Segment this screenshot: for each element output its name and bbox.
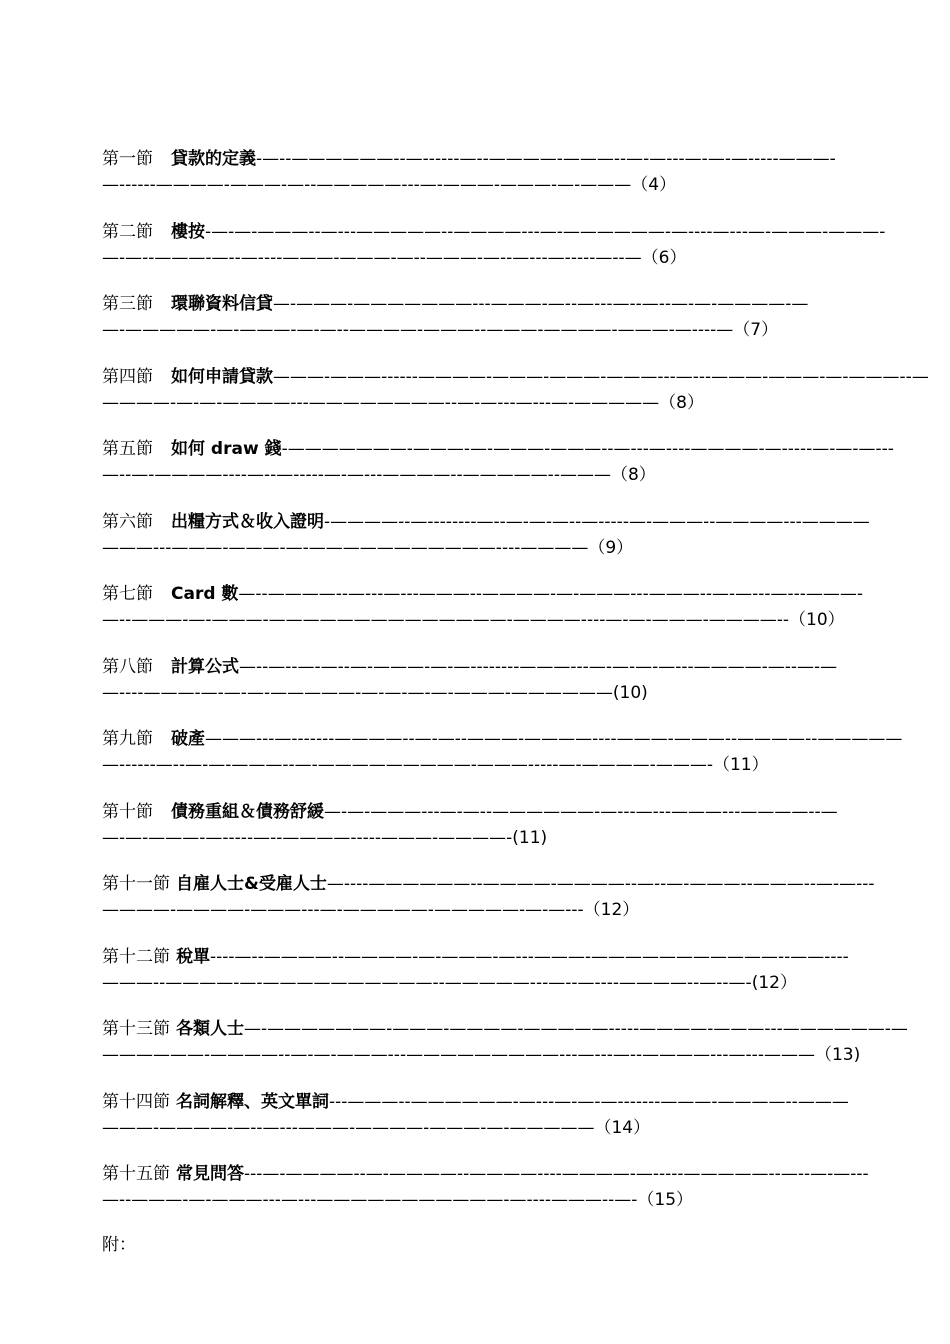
section-title: 貸款的定義 — [171, 149, 256, 169]
dot-leader-continued: ——————-————--—-—-———---—————————---—---—--————---—---——— — [102, 1045, 815, 1065]
dot-leader: —--————--—---—---———--————-—-———---———--—-—---—---———- — [238, 584, 864, 604]
toc-entry-line-2 — [102, 607, 862, 633]
section-label: 第九節 — [102, 729, 153, 749]
dot-leader-continued: ———---———-———-—-———————————----———— — [102, 537, 589, 558]
page-number: （8） — [610, 465, 656, 485]
toc-entry-13[interactable] — [102, 1016, 908, 1089]
toc-entry-line-2 — [102, 390, 862, 416]
page-number: （15） — [637, 1190, 694, 1210]
toc-entry-line-1 — [102, 219, 886, 245]
section-title: 如何 draw 錢 — [171, 439, 282, 459]
toc-entry-line-2 — [102, 897, 862, 923]
dot-leader-continued: —-—--———-—--—----———-———-—--———-—--—---—-----—--— — [102, 247, 642, 268]
dot-leader: —-———————-———-————-—————-----————-———---——————-— — [244, 1019, 908, 1039]
section-label: 第七節 — [102, 584, 153, 604]
toc-entry-line-2 — [102, 172, 862, 198]
toc-entry-11[interactable] — [102, 871, 875, 944]
dot-leader-continued: —-—-———-—-----—--————-----———-————- — [102, 827, 513, 848]
dot-leader: -———————-———-—-———-———--—---—----————-—-----—-—-—--- — [281, 439, 894, 459]
section-label: 第五節 — [102, 439, 153, 459]
page-number: （8） — [659, 392, 704, 413]
toc-entry-line-1 — [102, 1016, 908, 1042]
toc-entry-line-2 — [102, 752, 862, 778]
toc-entry-line-2 — [102, 825, 862, 851]
toc-entry-5[interactable] — [102, 436, 894, 509]
dot-leader-continued: —--—-————----—--—-----—-—---————--—————--——— — [102, 465, 611, 485]
toc-entry-line-1 — [102, 799, 862, 825]
toc-entry-2[interactable] — [102, 219, 886, 292]
toc-entry-10[interactable] — [102, 799, 862, 872]
toc-entry-line-1 — [102, 726, 903, 752]
toc-entry-8[interactable] — [102, 654, 862, 727]
section-label: 第十二節 — [102, 946, 170, 967]
section-title: 樓按 — [171, 221, 205, 242]
dot-leader: ---—-————--—-————--————----————-—-----—————--—--—-—--- — [244, 1164, 869, 1184]
toc-entry-line-1 — [102, 1089, 862, 1115]
toc-entry-7[interactable] — [102, 581, 862, 654]
dot-leader-continued: ———-————-—--—---———-————-———-—-————— — [102, 1117, 595, 1138]
section-title: 環聯資料信貸 — [171, 294, 273, 314]
section-label: 第十一節 — [102, 874, 170, 894]
section-label: 第八節 — [102, 656, 153, 677]
toc-entry-line-1 — [102, 944, 862, 970]
toc-entry-line-1 — [102, 1161, 869, 1187]
section-label: 第六節 — [102, 511, 153, 532]
section-title: 計算公式 — [171, 656, 239, 677]
page-number: (10) — [612, 682, 648, 703]
toc-entry-line-1 — [102, 146, 862, 172]
toc-entry-14[interactable] — [102, 1089, 862, 1162]
toc-entry-line-2 — [102, 317, 862, 343]
dot-leader: -—-—-———--—---—————--————---—-——————-—----—---—-———-———- — [205, 221, 886, 242]
section-label: 第十三節 — [102, 1019, 170, 1039]
section-label: 第十節 — [102, 801, 153, 822]
dot-leader-continued: ————-—-—-————---————————--—-—---—---—-————— — [102, 392, 660, 413]
toc-entry-3[interactable] — [102, 291, 862, 364]
page-number: （13) — [814, 1045, 861, 1065]
toc-entry-line-2 — [102, 1187, 862, 1213]
page-number: （10） — [789, 610, 845, 630]
toc-entry-line-1 — [102, 871, 875, 897]
toc-entry-1[interactable] — [102, 146, 862, 219]
dot-leader: —----——————--————-————--—--—-———--———--—-—--- — [326, 874, 875, 894]
toc-entry-line-2 — [102, 535, 862, 561]
toc-entry-4[interactable] — [102, 364, 929, 437]
page-number: （12） — [583, 900, 640, 920]
section-title: 常見問答 — [176, 1164, 244, 1184]
section-label: 第二節 — [102, 221, 153, 242]
section-title: Card 數 — [171, 584, 239, 604]
dot-leader-continued: —------—--—-—-———--—-—————————-———-----—-————-———- — [102, 755, 713, 775]
dot-leader-continued: ————-————-———---—-—————-—————-—-—--- — [102, 900, 584, 920]
toc-entry-6[interactable] — [102, 509, 870, 582]
section-label: 第十五節 — [102, 1164, 170, 1184]
page-number: （6） — [641, 247, 687, 268]
dot-leader-continued: —-—————-—-———-—-—--————-———--———-————-———-—----— — [102, 320, 734, 340]
section-title: 破產 — [171, 729, 205, 749]
toc-entry-9[interactable] — [102, 726, 903, 799]
section-title: 名詞解釋、英文單詞 — [176, 1091, 329, 1112]
dot-leader: —--—--—-—--—-———-—-—--------———---—-—-—-—---————-—--—-— — [239, 656, 838, 677]
dot-leader: —-———-———————---———-—--—---—--—--—-—-————-— — [273, 294, 809, 314]
page-number: （11） — [712, 755, 769, 775]
table-of-contents — [102, 146, 929, 1234]
section-title: 債務重組＆債務舒緩 — [171, 801, 324, 822]
section-title: 稅單 — [176, 946, 210, 967]
section-title: 如何申請貸款 — [171, 366, 273, 387]
toc-entry-line-1 — [102, 364, 929, 390]
page-number: （14） — [594, 1117, 651, 1138]
dot-leader: ———-———------————-———-———-———---—---———-———-—-———--— — [273, 366, 929, 387]
section-title: 各類人士 — [176, 1019, 244, 1039]
page-number: (11) — [512, 827, 548, 848]
toc-entry-line-1 — [102, 654, 862, 680]
dot-leader: -—--——————--—------—--————-———--—-—---—-—-—-----———- — [256, 149, 836, 169]
page-number: （7） — [733, 320, 779, 340]
toc-entry-line-2 — [102, 1042, 862, 1068]
toc-entry-line-2 — [102, 462, 862, 488]
toc-entry-line-2 — [102, 970, 862, 996]
dot-leader-continued: —--———-—-———---—---———————————-—----———--—- — [102, 1190, 638, 1210]
page-number: (12） — [751, 972, 797, 993]
toc-entry-line-1 — [102, 581, 862, 607]
toc-entry-line-2 — [102, 680, 862, 706]
toc-entry-line-2 — [102, 1115, 862, 1141]
toc-entry-15[interactable] — [102, 1161, 869, 1234]
dot-leader-continued: —--———-—-———-——————————————-————----—-—-———-————-- — [102, 610, 790, 630]
toc-entry-line-1 — [102, 436, 894, 462]
section-label: 第一節 — [102, 149, 153, 169]
dot-leader: ----—--————--————-—-———-—---———-———————————--——---- — [210, 946, 849, 967]
dot-leader: ———---—-------————--—-—--———-————----———-———--————--————— — [205, 729, 903, 749]
section-title: 出糧方式＆收入證明 — [171, 511, 324, 532]
page-number: （9） — [588, 537, 634, 558]
dot-leader-continued: —------————-———-—--—————---—-———-———-—-——— — [102, 175, 632, 195]
dot-leader-continued: —----———-—-—-—-—————-—-—-—-—-———-—————— — [102, 682, 613, 703]
toc-entry-line-1 — [102, 509, 870, 535]
toc-entry-line-2 — [102, 245, 862, 271]
dot-leader: -————--—--------—--—-—-—--—-----—-———--————---———— — [324, 511, 870, 532]
toc-entry-line-1 — [102, 291, 862, 317]
section-title: 自雇人士&受雇人士 — [176, 874, 327, 894]
dot-leader: —-—-———---—-—--——————-—---—---———---————--— — [324, 801, 838, 822]
section-label: 第四節 — [102, 366, 153, 387]
toc-entry-12[interactable] — [102, 944, 862, 1017]
dot-leader: ---———--——————-—---—-—-—-------———-————--——— — [329, 1091, 849, 1112]
dot-leader-continued: ———--————-—-——————————--—————---—--—----————--—--—- — [102, 972, 752, 993]
page-number: （4） — [631, 175, 677, 195]
section-label: 第三節 — [102, 294, 153, 314]
section-label: 第十四節 — [102, 1091, 170, 1112]
appendix-label: 附： — [102, 1235, 136, 1255]
